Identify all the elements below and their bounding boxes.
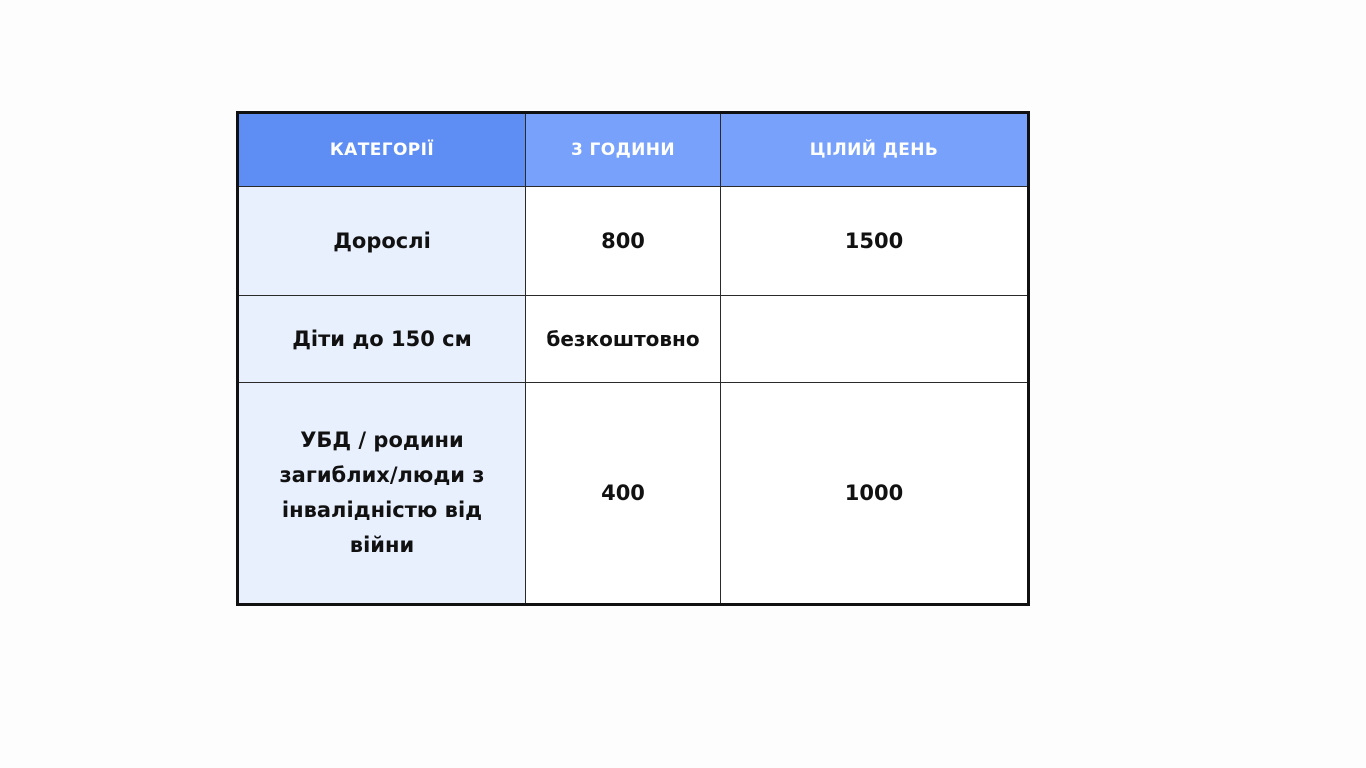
header-three-hours: 3 ГОДИНИ — [526, 114, 721, 187]
row-adults-full-day: 1500 — [721, 187, 1027, 296]
row-children-category: Діти до 150 см — [239, 296, 526, 383]
header-full-day: ЦІЛИЙ ДЕНЬ — [721, 114, 1027, 187]
price-table — [236, 111, 1030, 606]
row-adults-category: Дорослі — [239, 187, 526, 296]
row-veterans-full-day: 1000 — [721, 383, 1027, 603]
header-categories: КАТЕГОРІЇ — [239, 114, 526, 187]
row-veterans-three-hours: 400 — [526, 383, 721, 603]
row-children-three-hours: безкоштовно — [526, 296, 721, 383]
row-children-full-day — [721, 296, 1027, 383]
row-veterans-category: УБД / родини загиблих/люди з інвалідністю від війни — [239, 383, 526, 603]
row-adults-three-hours: 800 — [526, 187, 721, 296]
